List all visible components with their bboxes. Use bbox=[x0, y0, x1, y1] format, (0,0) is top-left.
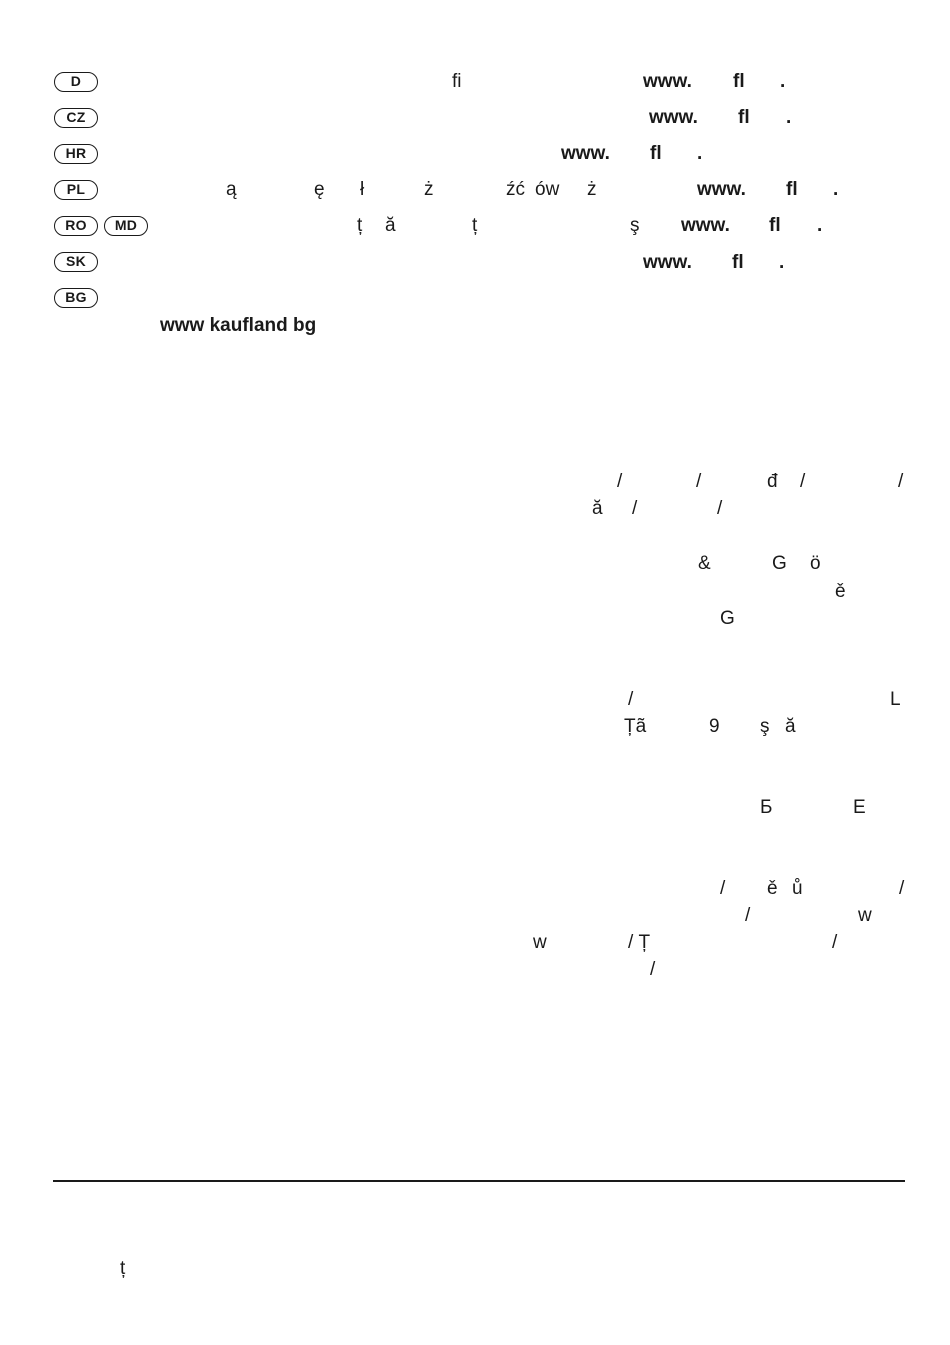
block5-line1-glyph: ě bbox=[767, 878, 778, 899]
row-pl-glyph-2: ę bbox=[314, 179, 325, 200]
block2-line1-glyph: G bbox=[772, 553, 787, 574]
block5-line2-glyph: w bbox=[858, 905, 872, 926]
row-pl-glyph-6: ów bbox=[535, 179, 560, 200]
row-sk-url-suffix: . bbox=[779, 252, 785, 273]
row-sk-url-middle: fl bbox=[732, 252, 744, 273]
block1-line2-glyph: / bbox=[717, 498, 723, 519]
block2-line2-glyph: ě bbox=[835, 581, 846, 602]
block3-line1-glyph: / bbox=[628, 689, 634, 710]
block3-line2-glyph: ş bbox=[760, 716, 770, 737]
block1-line2-glyph: ă bbox=[592, 498, 603, 519]
country-badge-pl: PL bbox=[54, 180, 98, 200]
row-hr-url-prefix: www. bbox=[561, 143, 610, 164]
row-ro-glyph-1: ț bbox=[357, 215, 363, 236]
row-pl-glyph-4: ż bbox=[424, 179, 434, 200]
row-ro-url-suffix: . bbox=[817, 215, 823, 236]
block3-line2-glyph: 9 bbox=[709, 716, 720, 737]
row-sk-url-prefix: www. bbox=[643, 252, 692, 273]
country-badge-sk: SK bbox=[54, 252, 98, 272]
row-ro-url-middle: fl bbox=[769, 215, 781, 236]
row-pl-glyph-7: ż bbox=[587, 179, 597, 200]
row-pl-glyph-5: źć bbox=[506, 179, 525, 200]
row-ro-url-prefix: www. bbox=[681, 215, 730, 236]
row-pl-url-middle: fl bbox=[786, 179, 798, 200]
row-hr-url-middle: fl bbox=[650, 143, 662, 164]
row-ro-glyph-4: ş bbox=[630, 215, 640, 236]
block5-line4-glyph: / bbox=[650, 959, 656, 980]
country-badge-md: MD bbox=[104, 216, 148, 236]
block2-line1-glyph: & bbox=[698, 553, 711, 574]
block1-line1-glyph: đ bbox=[767, 471, 778, 492]
horizontal-divider bbox=[53, 1180, 905, 1182]
country-badge-d: D bbox=[54, 72, 98, 92]
block3-line2-glyph: Țã bbox=[624, 716, 647, 737]
block4-line1-glyph: Б bbox=[760, 797, 773, 818]
footer-glyph: ț bbox=[120, 1258, 126, 1279]
row-cz-url-prefix: www. bbox=[649, 107, 698, 128]
row-pl-glyph-1: ą bbox=[226, 179, 237, 200]
row-pl-url-prefix: www. bbox=[697, 179, 746, 200]
block5-line2-glyph: / bbox=[745, 905, 751, 926]
row-ro-glyph-2: ă bbox=[385, 215, 396, 236]
block1-line1-glyph: / bbox=[800, 471, 806, 492]
block5-line3-glyph: / Ț bbox=[628, 932, 651, 953]
row-pl-glyph-3: ł bbox=[360, 179, 365, 200]
row-d-url-suffix: . bbox=[780, 71, 786, 92]
block2-line1-glyph: ö bbox=[810, 553, 821, 574]
block5-line1-glyph: / bbox=[720, 878, 726, 899]
row-cz-url-suffix: . bbox=[786, 107, 792, 128]
row-cz-url-middle: fl bbox=[738, 107, 750, 128]
block1-line1-glyph: / bbox=[898, 471, 904, 492]
block5-line1-glyph: ů bbox=[792, 878, 803, 899]
row-d-glyph: fi bbox=[452, 71, 462, 92]
block4-line1-glyph: E bbox=[853, 797, 866, 818]
row-hr-url-suffix: . bbox=[697, 143, 703, 164]
row-ro-glyph-3: ț bbox=[472, 215, 478, 236]
row-d-url-prefix: www. bbox=[643, 71, 692, 92]
block1-line1-glyph: / bbox=[617, 471, 623, 492]
country-badge-ro: RO bbox=[54, 216, 98, 236]
block5-line1-glyph: / bbox=[899, 878, 905, 899]
block2-line3-glyph: G bbox=[720, 608, 735, 629]
country-badge-cz: CZ bbox=[54, 108, 98, 128]
country-badge-bg: BG bbox=[54, 288, 98, 308]
row-bg-url: www kaufland bg bbox=[160, 315, 317, 336]
row-d-url-middle: fl bbox=[733, 71, 745, 92]
block3-line1-glyph: L bbox=[890, 689, 901, 710]
block1-line2-glyph: / bbox=[632, 498, 638, 519]
block5-line3-glyph: / bbox=[832, 932, 838, 953]
block3-line2-glyph: ă bbox=[785, 716, 796, 737]
block1-line1-glyph: / bbox=[696, 471, 702, 492]
row-pl-url-suffix: . bbox=[833, 179, 839, 200]
block5-line3-glyph: w bbox=[533, 932, 547, 953]
country-badge-hr: HR bbox=[54, 144, 98, 164]
